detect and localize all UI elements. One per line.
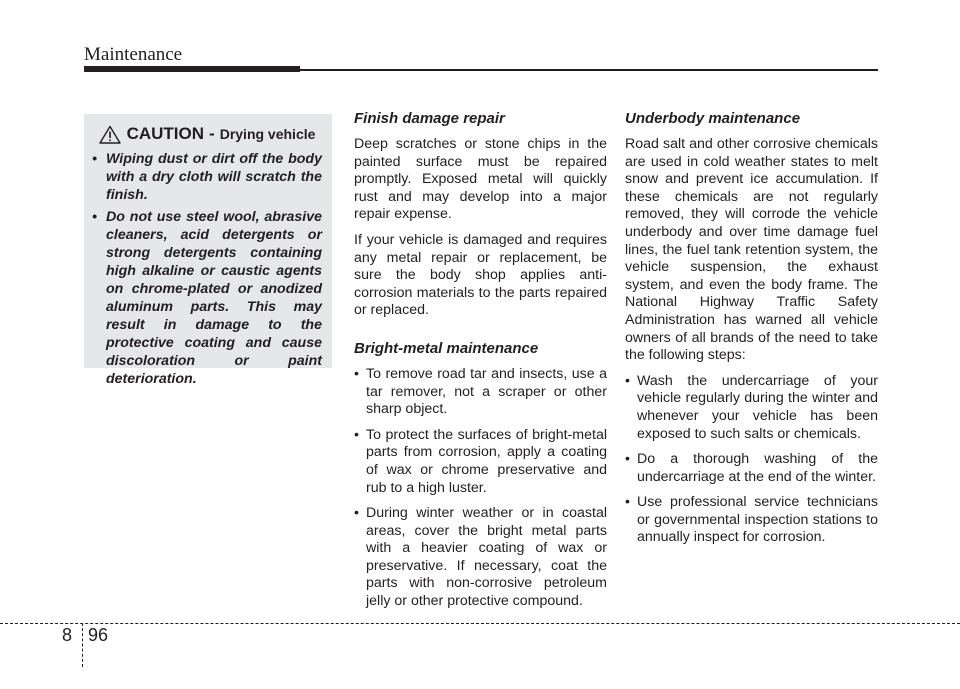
underbody-paragraph: Road salt and other corrosive chemicals are used in cold weather states to melt snow and prevent ice accumulation. If these chemicals are not regularly removed, they will corrode the vehicle underbody and over time damage fuel lines, the fuel tank retention system, the vehicle suspension, the exhaust system, and even the body frame. The National Highway Traffic Safety Administration has warned all vehicle owners of all brands of the need to take the following steps: [625, 136, 878, 364]
caution-separator: - [209, 124, 215, 143]
finish-damage-paragraph: If your vehicle is damaged and requires any metal repair or replacement, be sure the body shop applies anti-corrosion materials to the parts repaired or replaced. [354, 231, 607, 319]
chapter-number: 8 [62, 625, 73, 645]
page-number: 96 [88, 625, 109, 645]
bright-metal-list [354, 366, 607, 611]
list-item: • Wash the undercarriage of your vehicle regularly during the winter and whenever your vehicle has been exposed to such salts or chemicals. [625, 373, 878, 443]
finish-damage-heading: Finish damage repair [354, 110, 505, 127]
underbody-heading: Underbody maintenance [625, 110, 801, 127]
page-section-title: Maintenance [84, 44, 183, 65]
underbody-list [625, 373, 878, 547]
right-column [625, 110, 878, 555]
caution-label: CAUTION [126, 124, 205, 143]
caution-subtitle: Drying vehicle [219, 126, 316, 142]
list-item: • To remove road tar and insects, use a tar remover, not a scraper or other sharp object. [354, 366, 607, 419]
caution-item: • Do not use steel wool, abrasive cleaners, acid detergents or strong detergents containing high alkaline or caustic agents on chrome-plated or anodized aluminum parts. This may result in damage to the protective coating and cause discoloration or paint deterioration. [92, 208, 322, 388]
header-divider-thick [84, 66, 300, 72]
list-item: • Use professional service technicians or governmental inspection stations to annually inspect for corrosion. [625, 494, 878, 547]
caution-item: • Wiping dust or dirt off the body with a dry cloth will scratch the finish. [92, 150, 322, 204]
header-divider-thin [300, 69, 878, 71]
finish-damage-paragraph: Deep scratches or stone chips in the painted surface must be repaired promptly. Exposed metal will quickly rust and may develop into a major repair expense. [354, 136, 607, 223]
footer-divider [0, 623, 960, 624]
list-item: • Do a thorough washing of the undercarriage at the end of the winter. [625, 451, 878, 486]
footer-page-separator [82, 623, 83, 667]
middle-column [354, 110, 607, 619]
bright-metal-heading: Bright-metal maintenance [354, 339, 539, 357]
caution-list [92, 150, 322, 388]
list-item: • To protect the surfaces of bright-metal parts from corrosion, apply a coating of wax or chrome preservative and rub to a high luster. [354, 427, 607, 497]
warning-triangle-icon [99, 125, 121, 144]
list-item: • During winter weather or in coastal areas, cover the bright metal parts with a heavier coating of wax or preservative. If necessary, coat the parts with non-corrosive petroleum jelly or other protective compound. [354, 505, 607, 611]
caution-box [84, 114, 332, 387]
caution-title [92, 124, 322, 144]
